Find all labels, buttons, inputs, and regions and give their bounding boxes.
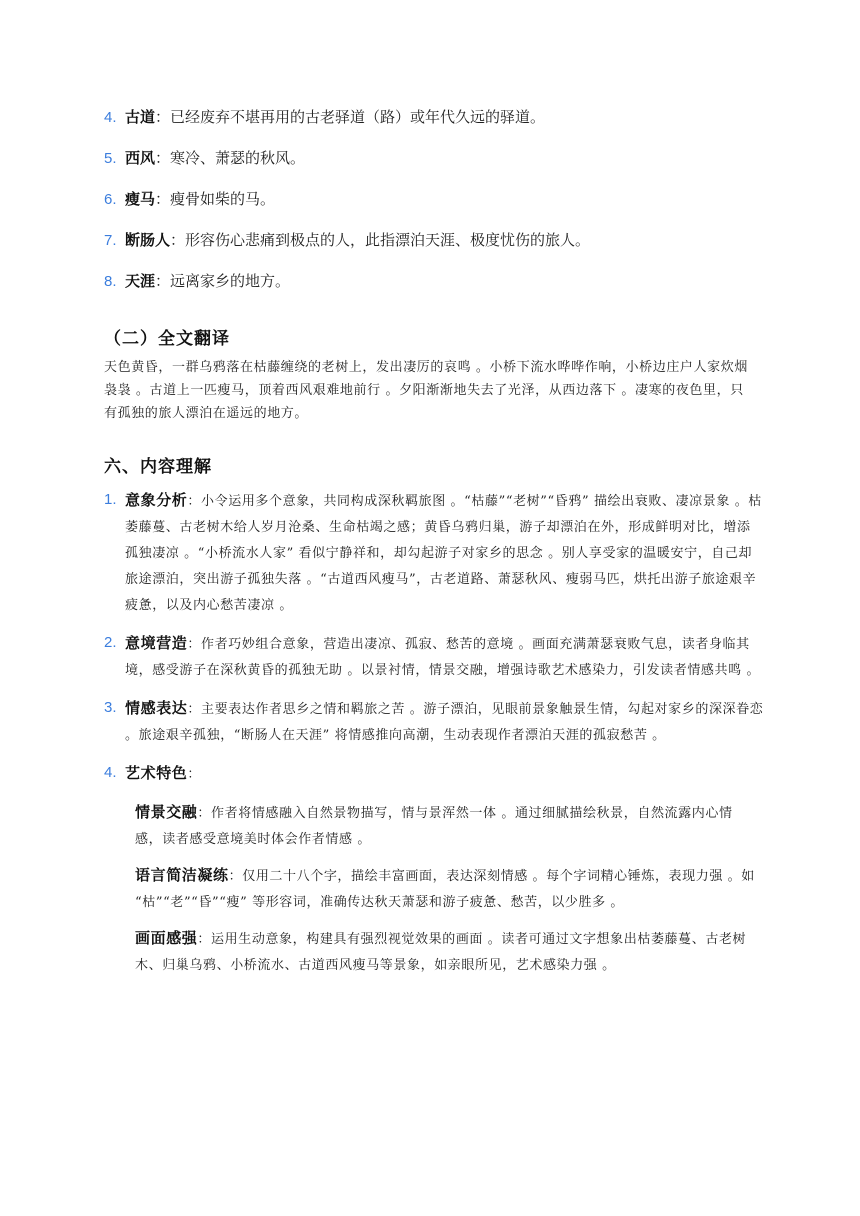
item-text: 小令运用多个意象，共同构成深秋羁旅图 。“枯藤”“老树”“昏鸦” 描绘出衰败、凄凉景象 。枯萎藤蔓、古老树木给人岁月沧桑、生命枯竭之感；黄昏乌鸦归巢，游子却漂泊在外，形成鲜明对比，增添孤独凄凉 。“小桥流水人家” 看似宁静祥和，却勾起游子对家乡的思念 。别人享受家的温暖安宁，自己却旅途漂泊，突出游子孤独失落 。“古道西风瘦马”，古老道路、萧瑟秋风、瘦弱马匹，烘托出游子旅途艰辛疲惫，以及内心愁苦凄凉 。 [125,494,762,613]
separator: ： [197,805,212,820]
feature-term: 情景交融 [135,804,198,821]
list-number: 5. [104,150,117,167]
separator: ： [155,150,171,167]
understanding-list [104,488,764,989]
definition-text: 形容伤心悲痛到极点的人，此指漂泊天涯、极度忧伤的旅人。 [185,232,591,249]
separator: ： [187,701,202,716]
definition-term: 西风 [125,150,156,167]
list-item [104,488,764,619]
separator: ： [187,493,202,508]
separator: ： [155,191,171,208]
item-term: 情感表达 [125,700,188,717]
definition-item [104,231,784,272]
separator: ： [228,868,243,883]
feature-text: 仅用二十八个字，描绘丰富画面，表达深刻情感 。每个字词精心锤炼，表现力强 。如 “枯”“老”“昏”“瘦” 等形容词，准确传达秋天萧瑟和游子疲惫、愁苦，以少胜多 。 [135,869,755,910]
list-item [104,761,764,788]
list-number: 4. [104,764,117,781]
item-term: 艺术特色 [125,765,188,782]
feature-item [135,800,755,853]
list-number: 8. [104,273,117,290]
definition-item [104,108,784,149]
list-number: 2. [104,634,117,651]
item-term: 意境营造 [125,635,188,652]
separator: ： [197,931,212,946]
list-number: 7. [104,232,117,249]
list-item [104,696,764,749]
feature-item [135,863,755,916]
separator: ： [155,109,171,126]
feature-text: 作者将情感融入自然景物描写，情与景浑然一体 。通过细腻描绘秋景，自然流露内心情感，读者感受意境美时体会作者情感 。 [135,806,733,847]
list-number: 1. [104,491,117,508]
item-term: 意象分析 [125,492,188,509]
feature-term: 画面感强 [135,930,198,947]
separator: ： [187,636,202,651]
definition-item [104,149,784,190]
definition-text: 远离家乡的地方。 [170,273,291,290]
definition-list [104,108,784,313]
item-text: 主要表达作者思乡之情和羁旅之苦 。游子漂泊，见眼前景象触景生情，勾起对家乡的深深眷恋 。旅途艰辛孤独，“断肠人在天涯” 将情感推向高潮，生动表现作者漂泊天涯的孤寂愁苦 。 [125,702,764,743]
definition-text: 瘦骨如柴的马。 [170,191,276,208]
list-number: 6. [104,191,117,208]
definition-term: 天涯 [125,273,156,290]
separator: ： [170,232,186,249]
list-item [104,631,764,684]
separator: ： [155,273,171,290]
definition-item [104,272,784,313]
separator: ： [187,766,202,781]
section-heading-understanding: 六、内容理解 [104,457,212,477]
feature-text: 运用生动意象，构建具有强烈视觉效果的画面 。读者可通过文字想象出枯萎藤蔓、古老树木、归巢乌鸦、小桥流水、古道西风瘦马等景象，如亲眼所见，艺术感染力强 。 [135,932,747,973]
definition-term: 古道 [125,109,156,126]
feature-term: 语言简洁凝练 [135,867,229,884]
definition-term: 断肠人 [125,232,171,249]
list-number: 3. [104,699,117,716]
list-number: 4. [104,109,117,126]
feature-item [135,926,755,979]
definition-text: 已经废弃不堪再用的古老驿道（路）或年代久远的驿道。 [170,109,546,126]
definition-item [104,190,784,231]
translation-paragraph: 天色黄昏，一群乌鸦落在枯藤缠绕的老树上，发出凄厉的哀鸣 。小桥下流水哗哗作响，小桥边庄户人家炊烟袅袅 。古道上一匹瘦马，顶着西风艰难地前行 。夕阳渐渐地失去了光泽，从西边落下 。凄寒的夜色里，只有孤独的旅人漂泊在遥远的地方。 [104,360,748,421]
feature-list [135,800,755,979]
section-heading-translation: （二）全文翻译 [104,329,230,349]
item-text: 作者巧妙组合意象，营造出凄凉、孤寂、愁苦的意境 。画面充满萧瑟衰败气息，读者身临其境，感受游子在深秋黄昏的孤独无助 。以景衬情，情景交融，增强诗歌艺术感染力，引发读者情感共鸣 。 [125,637,761,678]
definition-text: 寒冷、萧瑟的秋风。 [170,150,306,167]
definition-term: 瘦马 [125,191,156,208]
